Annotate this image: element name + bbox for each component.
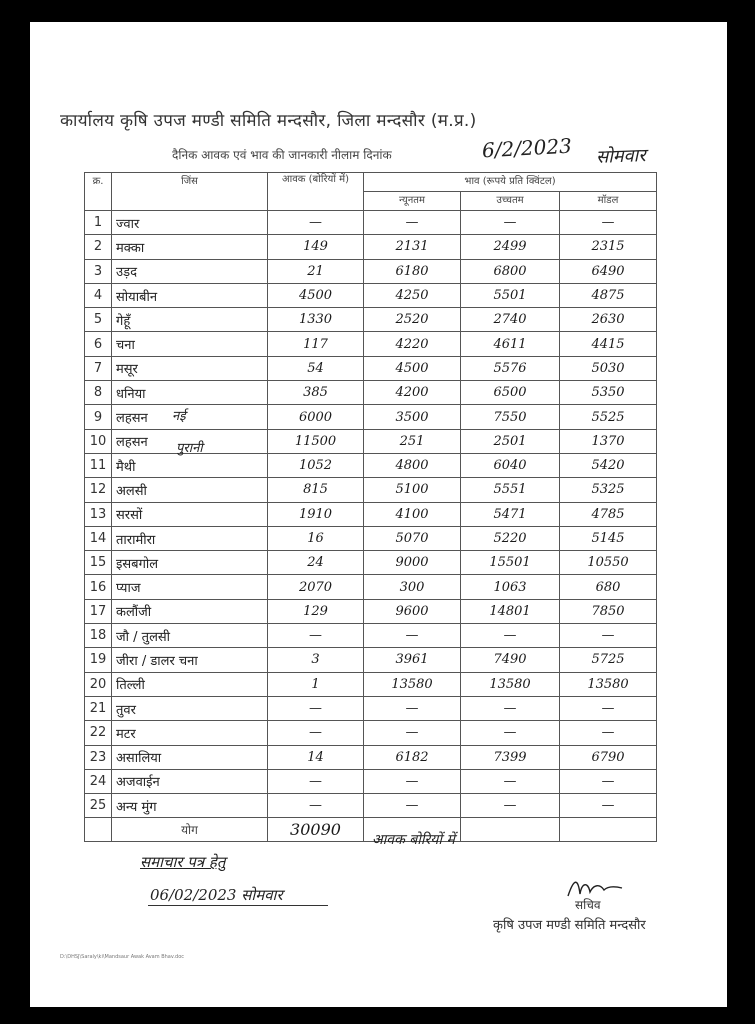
commodity-cell: गेहूँ <box>112 308 268 332</box>
commodity-cell: जीरा / डालर चना <box>112 648 268 672</box>
modal-price-cell: 1370 <box>560 429 657 453</box>
commodity-cell: ज्वार <box>112 211 268 235</box>
max-price-cell: 2501 <box>461 429 560 453</box>
min-price-cell: 5070 <box>364 526 461 550</box>
max-price-cell: — <box>461 769 560 793</box>
table-row <box>85 575 657 599</box>
total-empty-cell <box>461 818 560 842</box>
arrival-cell: 129 <box>268 599 364 623</box>
arrival-cell: 815 <box>268 478 364 502</box>
max-price-cell: 7399 <box>461 745 560 769</box>
min-price-cell: — <box>364 624 461 648</box>
arrival-cell: 1910 <box>268 502 364 526</box>
office-label: कृषि उपज मण्डी समिति मन्दसौर <box>493 918 646 933</box>
min-price-cell: — <box>364 211 461 235</box>
arrival-cell: — <box>268 696 364 720</box>
max-price-cell: 13580 <box>461 672 560 696</box>
max-price-cell: 5576 <box>461 356 560 380</box>
modal-price-cell: — <box>560 624 657 648</box>
min-price-cell: 300 <box>364 575 461 599</box>
max-price-cell: 15501 <box>461 551 560 575</box>
serial-cell: 17 <box>85 599 112 623</box>
arrival-cell: 3 <box>268 648 364 672</box>
min-price-cell: 4200 <box>364 381 461 405</box>
serial-cell: 3 <box>85 259 112 283</box>
min-price-cell: 6180 <box>364 259 461 283</box>
commodity-cell: तारामीरा <box>112 526 268 550</box>
table-row <box>85 551 657 575</box>
header-serial: क्र. <box>85 173 112 211</box>
arrival-cell: 11500 <box>268 429 364 453</box>
news-line: समाचार पत्र हेतु <box>140 853 226 871</box>
modal-price-cell: — <box>560 769 657 793</box>
arrival-cell: 385 <box>268 381 364 405</box>
max-price-cell: 7490 <box>461 648 560 672</box>
underline-divider <box>148 905 328 906</box>
table-row <box>85 283 657 307</box>
document-subtitle: दैनिक आवक एवं भाव की जानकारी नीलाम दिनांक <box>172 148 392 162</box>
modal-price-cell: 6790 <box>560 745 657 769</box>
row9-handwritten-note: नई <box>172 409 186 424</box>
arrival-cell: 24 <box>268 551 364 575</box>
table-row <box>85 332 657 356</box>
min-price-cell: 13580 <box>364 672 461 696</box>
total-empty-cell <box>85 818 112 842</box>
min-price-cell: 3500 <box>364 405 461 429</box>
serial-cell: 24 <box>85 769 112 793</box>
modal-price-cell: 10550 <box>560 551 657 575</box>
max-price-cell: 1063 <box>461 575 560 599</box>
serial-cell: 10 <box>85 429 112 453</box>
table-row <box>85 405 657 429</box>
header-min: न्यूनतम <box>364 192 461 211</box>
min-price-cell: 4800 <box>364 453 461 477</box>
min-price-cell: 4220 <box>364 332 461 356</box>
table-row <box>85 526 657 550</box>
table-row <box>85 259 657 283</box>
arrival-cell: — <box>268 624 364 648</box>
max-price-cell: 14801 <box>461 599 560 623</box>
max-price-cell: 6500 <box>461 381 560 405</box>
table-row <box>85 745 657 769</box>
max-price-cell: 5220 <box>461 526 560 550</box>
serial-cell: 20 <box>85 672 112 696</box>
min-price-cell: 4500 <box>364 356 461 380</box>
min-price-cell: 9000 <box>364 551 461 575</box>
modal-price-cell: — <box>560 721 657 745</box>
table-row <box>85 381 657 405</box>
max-price-cell: 4611 <box>461 332 560 356</box>
commodity-cell: मैथी <box>112 453 268 477</box>
arrival-cell: 1330 <box>268 308 364 332</box>
serial-cell: 1 <box>85 211 112 235</box>
arrival-cell: 54 <box>268 356 364 380</box>
commodity-cell: जौ / तुलसी <box>112 624 268 648</box>
commodity-cell: उड़द <box>112 259 268 283</box>
serial-cell: 21 <box>85 696 112 720</box>
modal-price-cell: — <box>560 211 657 235</box>
commodity-cell: मटर <box>112 721 268 745</box>
commodity-cell: धनिया <box>112 381 268 405</box>
commodity-cell: मक्का <box>112 235 268 259</box>
arrival-cell: 1052 <box>268 453 364 477</box>
serial-cell: 19 <box>85 648 112 672</box>
min-price-cell: 2520 <box>364 308 461 332</box>
handwritten-day: सोमवार <box>595 145 647 168</box>
commodity-cell: कलौंजी <box>112 599 268 623</box>
min-price-cell: 4100 <box>364 502 461 526</box>
serial-cell: 11 <box>85 453 112 477</box>
secretary-label: सचिव <box>575 898 601 912</box>
table-row <box>85 648 657 672</box>
min-price-cell: — <box>364 769 461 793</box>
table-row <box>85 672 657 696</box>
total-value: 30090 <box>268 818 364 842</box>
modal-price-cell: 4415 <box>560 332 657 356</box>
table-row <box>85 769 657 793</box>
commodity-cell: मसूर <box>112 356 268 380</box>
serial-cell: 5 <box>85 308 112 332</box>
max-price-cell: 2499 <box>461 235 560 259</box>
table-row <box>85 696 657 720</box>
table-row <box>85 624 657 648</box>
header-max: उच्चतम <box>461 192 560 211</box>
serial-cell: 18 <box>85 624 112 648</box>
commodity-cell: अलसी <box>112 478 268 502</box>
max-price-cell: — <box>461 721 560 745</box>
header-arrival: आवक (बोरियों में) <box>268 173 364 211</box>
max-price-cell: — <box>461 696 560 720</box>
serial-cell: 4 <box>85 283 112 307</box>
serial-cell: 13 <box>85 502 112 526</box>
arrival-cell: 21 <box>268 259 364 283</box>
modal-price-cell: 5725 <box>560 648 657 672</box>
max-price-cell: 5501 <box>461 283 560 307</box>
commodity-cell: इसबगोल <box>112 551 268 575</box>
commodity-cell: अजवाईन <box>112 769 268 793</box>
max-price-cell: 6040 <box>461 453 560 477</box>
commodity-cell: सोयाबीन <box>112 283 268 307</box>
modal-price-cell: 5525 <box>560 405 657 429</box>
arrival-cell: 6000 <box>268 405 364 429</box>
commodity-cell: अन्य मुंग <box>112 794 268 818</box>
max-price-cell: 2740 <box>461 308 560 332</box>
arrival-cell: 14 <box>268 745 364 769</box>
table-row <box>85 308 657 332</box>
commodity-cell: लहसन <box>112 405 268 429</box>
arrival-cell: 1 <box>268 672 364 696</box>
table-row <box>85 453 657 477</box>
max-price-cell: — <box>461 211 560 235</box>
serial-cell: 8 <box>85 381 112 405</box>
header-price-group: भाव (रूपये प्रति क्विंटल) <box>364 173 657 192</box>
document-title: कार्यालय कृषि उपज मण्डी समिति मन्दसौर, जिला मन्दसौर (म.प्र.) <box>60 111 477 131</box>
arrival-cell: 149 <box>268 235 364 259</box>
table-row <box>85 429 657 453</box>
modal-price-cell: 4875 <box>560 283 657 307</box>
modal-price-cell: — <box>560 794 657 818</box>
modal-price-cell: 5030 <box>560 356 657 380</box>
commodity-cell: लहसन <box>112 429 268 453</box>
min-price-cell: 6182 <box>364 745 461 769</box>
serial-cell: 22 <box>85 721 112 745</box>
commodity-cell: सरसों <box>112 502 268 526</box>
serial-cell: 25 <box>85 794 112 818</box>
min-price-cell: — <box>364 794 461 818</box>
table-row <box>85 356 657 380</box>
max-price-cell: 5551 <box>461 478 560 502</box>
arrival-cell: — <box>268 721 364 745</box>
max-price-cell: — <box>461 794 560 818</box>
commodity-cell: तुवर <box>112 696 268 720</box>
handwritten-date: 6/2/2023 <box>481 133 573 163</box>
arrival-cell: 16 <box>268 526 364 550</box>
total-handwritten-note: आवक बोरियों में <box>372 832 455 848</box>
min-price-cell: 5100 <box>364 478 461 502</box>
modal-price-cell: 2630 <box>560 308 657 332</box>
min-price-cell: 3961 <box>364 648 461 672</box>
modal-price-cell: 6490 <box>560 259 657 283</box>
modal-price-cell: 5145 <box>560 526 657 550</box>
table-row <box>85 794 657 818</box>
serial-cell: 2 <box>85 235 112 259</box>
serial-cell: 6 <box>85 332 112 356</box>
modal-price-cell: 5325 <box>560 478 657 502</box>
modal-price-cell: — <box>560 696 657 720</box>
table-row <box>85 599 657 623</box>
max-price-cell: 5471 <box>461 502 560 526</box>
commodity-cell: चना <box>112 332 268 356</box>
serial-cell: 9 <box>85 405 112 429</box>
max-price-cell: — <box>461 624 560 648</box>
modal-price-cell: 2315 <box>560 235 657 259</box>
total-label: योग <box>112 818 268 842</box>
serial-cell: 14 <box>85 526 112 550</box>
arrival-cell: 4500 <box>268 283 364 307</box>
serial-cell: 23 <box>85 745 112 769</box>
modal-price-cell: 5350 <box>560 381 657 405</box>
commodity-cell: असालिया <box>112 745 268 769</box>
header-commodity: जिंस <box>112 173 268 211</box>
arrival-cell: 117 <box>268 332 364 356</box>
min-price-cell: 251 <box>364 429 461 453</box>
max-price-cell: 6800 <box>461 259 560 283</box>
arrival-cell: — <box>268 769 364 793</box>
table-row <box>85 235 657 259</box>
header-modal: मॉडल <box>560 192 657 211</box>
min-price-cell: 9600 <box>364 599 461 623</box>
modal-price-cell: 4785 <box>560 502 657 526</box>
arrival-cell: — <box>268 211 364 235</box>
modal-price-cell: 5420 <box>560 453 657 477</box>
price-table <box>84 172 657 842</box>
modal-price-cell: 13580 <box>560 672 657 696</box>
table-row <box>85 721 657 745</box>
min-price-cell: — <box>364 696 461 720</box>
table-row <box>85 211 657 235</box>
max-price-cell: 7550 <box>461 405 560 429</box>
total-empty-cell <box>560 818 657 842</box>
min-price-cell: 2131 <box>364 235 461 259</box>
min-price-cell: 4250 <box>364 283 461 307</box>
serial-cell: 15 <box>85 551 112 575</box>
arrival-cell: — <box>268 794 364 818</box>
commodity-cell: तिल्ली <box>112 672 268 696</box>
serial-cell: 16 <box>85 575 112 599</box>
serial-cell: 12 <box>85 478 112 502</box>
table-row <box>85 502 657 526</box>
table-row <box>85 478 657 502</box>
commodity-cell: प्याज <box>112 575 268 599</box>
modal-price-cell: 7850 <box>560 599 657 623</box>
modal-price-cell: 680 <box>560 575 657 599</box>
table-body <box>85 211 657 818</box>
row10-handwritten-note: पुरानी <box>176 441 203 456</box>
arrival-cell: 2070 <box>268 575 364 599</box>
serial-cell: 7 <box>85 356 112 380</box>
news-date: 06/02/2023 सोमवार <box>150 886 283 904</box>
min-price-cell: — <box>364 721 461 745</box>
file-path: D:\DHSJ\Saraly\ki\Mandsaur Awak Avam Bhav.doc <box>60 954 184 960</box>
